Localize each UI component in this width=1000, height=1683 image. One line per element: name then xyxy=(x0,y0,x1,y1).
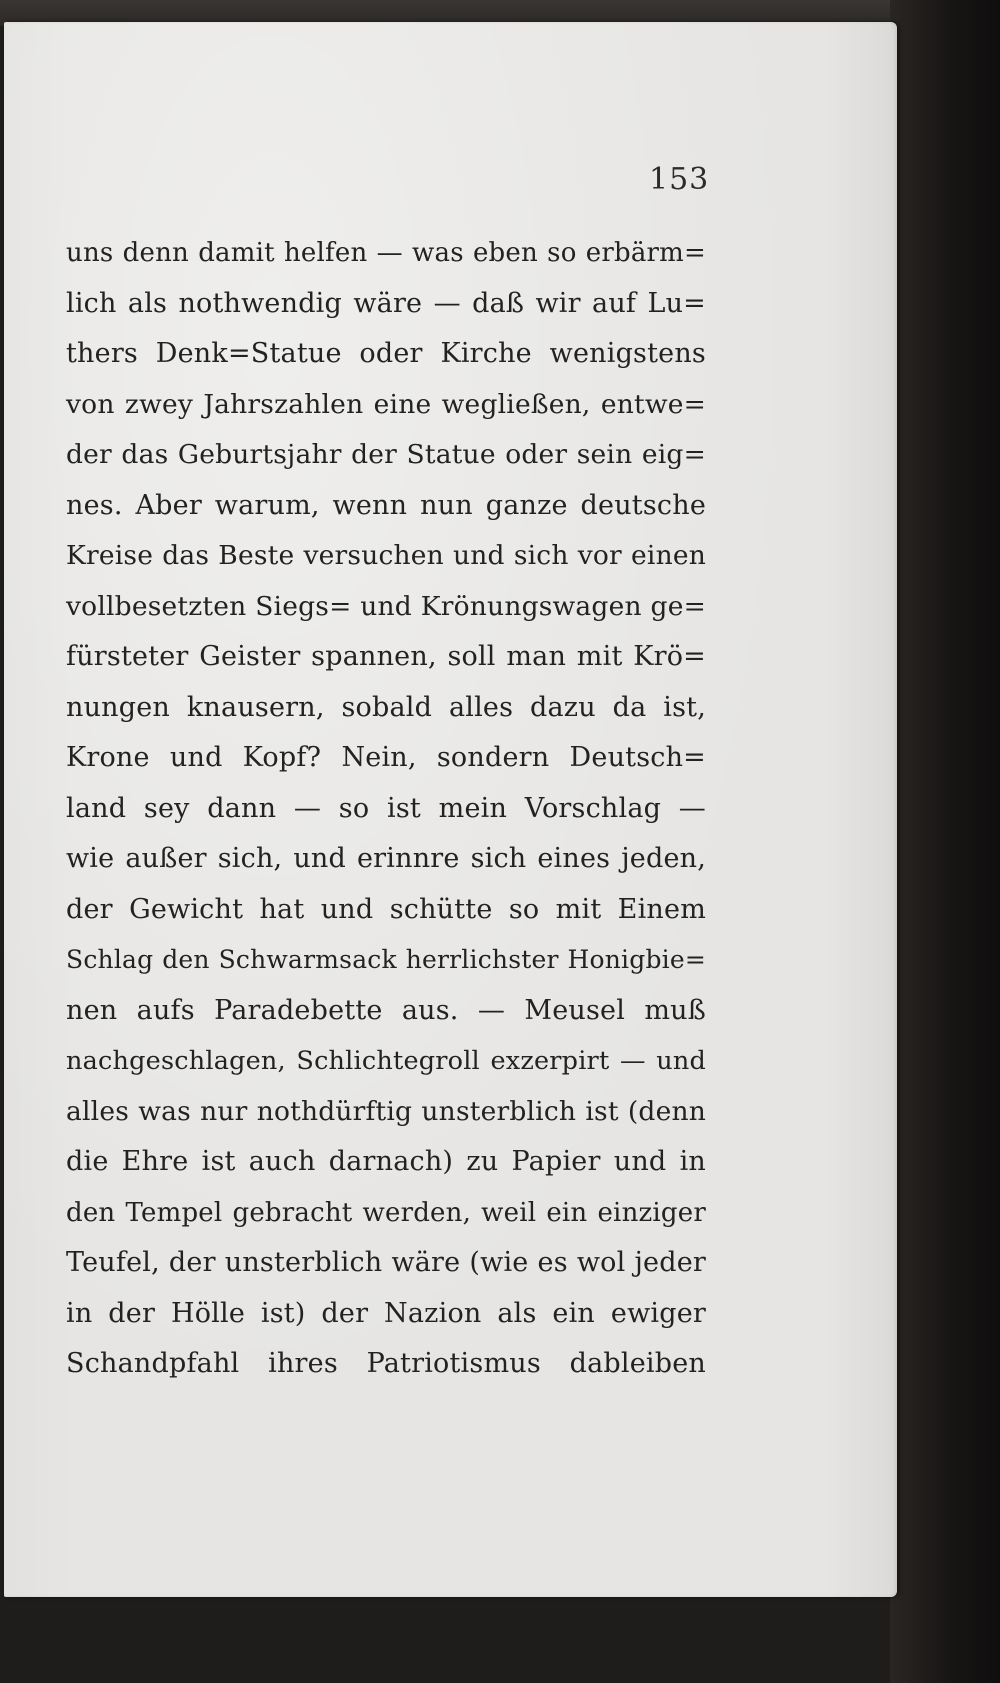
text-line: lich als nothwendig wäre — daß wir auf Lu= xyxy=(66,287,706,319)
text-line: Schlag den Schwarmsack herrlichster Honigbie= xyxy=(66,945,706,974)
scan-background-right xyxy=(890,0,1000,1683)
text-line: von zwey Jahrszahlen eine wegließen, entwe= xyxy=(66,388,706,420)
text-line: in der Hölle ist) der Nazion als ein ewiger xyxy=(66,1297,706,1329)
text-line: land sey dann — so ist mein Vorschlag — xyxy=(66,792,706,824)
text-line: nen aufs Paradebette aus. — Meusel muß xyxy=(66,994,706,1026)
text-line: Schandpfahl ihres Patriotismus dableiben xyxy=(66,1348,706,1379)
text-line: die Ehre ist auch darnach) zu Papier und in xyxy=(66,1146,706,1177)
text-line: Teufel, der unsterblich wäre (wie es wol jeder xyxy=(66,1247,706,1278)
page-number: 153 xyxy=(649,162,710,197)
text-line: den Tempel gebracht werden, weil ein einziger xyxy=(66,1197,706,1228)
text-line: wie außer sich, und erinnre sich eines jeden, xyxy=(66,843,706,874)
text-line: Kreise das Beste versuchen und sich vor einen xyxy=(66,540,706,571)
text-line: uns denn damit helfen — was eben so erbärm= xyxy=(66,238,706,268)
text-line: Krone und Kopf? Nein, sondern Deutsch= xyxy=(66,742,706,773)
text-line: vollbesetzten Siegs= und Krönungswagen ge= xyxy=(66,590,706,622)
text-line: nachgeschlagen, Schlichtegroll exzerpirt — und xyxy=(66,1046,706,1076)
book-page xyxy=(4,22,897,1597)
text-line: thers Denk=Statue oder Kirche wenigstens xyxy=(66,338,706,369)
text-line: fürsteter Geister spannen, soll man mit Krö= xyxy=(66,641,706,672)
text-line: nungen knausern, sobald alles dazu da ist, xyxy=(66,691,706,723)
text-line: der das Geburtsjahr der Statue oder sein eig= xyxy=(66,439,706,470)
text-line: der Gewicht hat und schütte so mit Einem xyxy=(66,893,706,925)
body-text xyxy=(66,228,706,1390)
text-line: alles was nur nothdürftig unsterblich ist (denn xyxy=(66,1095,706,1127)
text-line: nes. Aber warum, wenn nun ganze deutsche xyxy=(66,489,706,521)
